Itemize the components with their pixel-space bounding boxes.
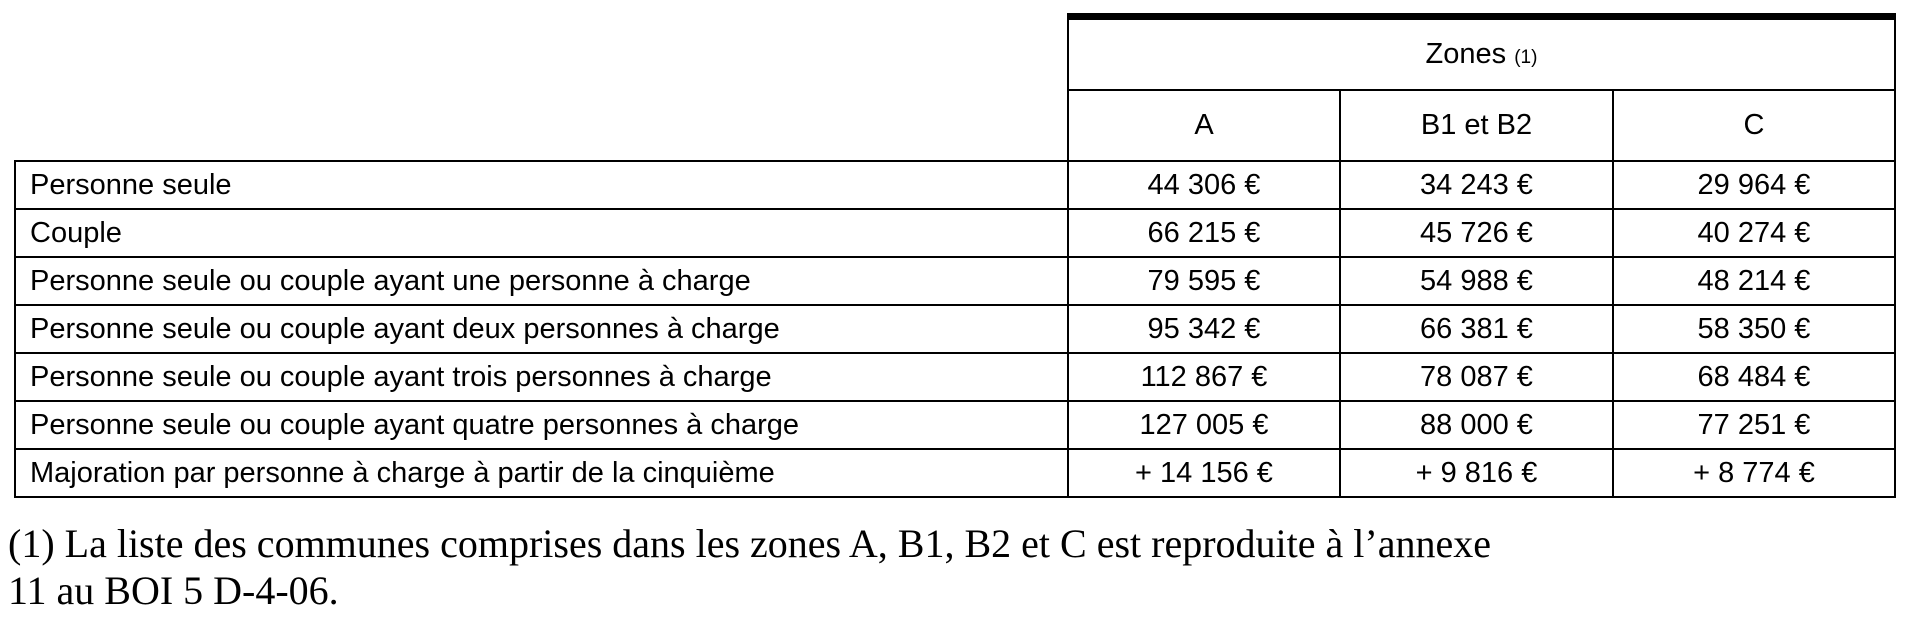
zone-header-a: A [1068, 90, 1340, 161]
table-row [15, 305, 1895, 353]
value-zone-c: 58 350 € [1613, 305, 1895, 353]
table-row [15, 449, 1895, 497]
table-row [15, 209, 1895, 257]
zones-footnote-ref: (1) [1514, 47, 1538, 68]
zones-group-title: Zones [1425, 38, 1507, 70]
value-zone-a: 95 342 € [1068, 305, 1340, 353]
value-zone-c: 77 251 € [1613, 401, 1895, 449]
value-zone-b1-b2: 54 988 € [1340, 257, 1613, 305]
row-label: Personne seule ou couple ayant trois personnes à charge [15, 353, 1068, 401]
value-zone-a: 79 595 € [1068, 257, 1340, 305]
value-zone-c: 48 214 € [1613, 257, 1895, 305]
row-label: Personne seule ou couple ayant une personne à charge [15, 257, 1068, 305]
value-zone-b1-b2: 34 243 € [1340, 161, 1613, 209]
value-zone-a: 112 867 € [1068, 353, 1340, 401]
header-row-zones [15, 17, 1895, 91]
income-ceiling-table [14, 13, 1896, 498]
value-zone-b1-b2: 45 726 € [1340, 209, 1613, 257]
table-row [15, 257, 1895, 305]
zone-header-b1-b2: B1 et B2 [1340, 90, 1613, 161]
row-label: Personne seule ou couple ayant deux personnes à charge [15, 305, 1068, 353]
value-zone-c: 68 484 € [1613, 353, 1895, 401]
footnote-line-2: 11 au BOI 5 D-4-06. [8, 568, 339, 613]
value-zone-c: 40 274 € [1613, 209, 1895, 257]
value-zone-a: 66 215 € [1068, 209, 1340, 257]
value-zone-b1-b2: 78 087 € [1340, 353, 1613, 401]
value-zone-a: 44 306 € [1068, 161, 1340, 209]
value-zone-a: + 14 156 € [1068, 449, 1340, 497]
value-zone-b1-b2: 88 000 € [1340, 401, 1613, 449]
value-zone-c: + 8 774 € [1613, 449, 1895, 497]
zones-group-header [1068, 17, 1895, 91]
table-row [15, 401, 1895, 449]
value-zone-b1-b2: + 9 816 € [1340, 449, 1613, 497]
table-body [15, 161, 1895, 497]
row-label: Couple [15, 209, 1068, 257]
zone-header-c: C [1613, 90, 1895, 161]
table-row [15, 161, 1895, 209]
footnote [8, 520, 1903, 614]
table-header [15, 17, 1895, 162]
value-zone-b1-b2: 66 381 € [1340, 305, 1613, 353]
value-zone-c: 29 964 € [1613, 161, 1895, 209]
row-label: Personne seule [15, 161, 1068, 209]
table-row [15, 353, 1895, 401]
row-label: Majoration par personne à charge à partir de la cinquième [15, 449, 1068, 497]
value-zone-a: 127 005 € [1068, 401, 1340, 449]
header-blank-cell [15, 17, 1068, 162]
footnote-line-1: (1) La liste des communes comprises dans les zones A, B1, B2 et C est reproduite à l’annexe [8, 521, 1491, 566]
row-label: Personne seule ou couple ayant quatre personnes à charge [15, 401, 1068, 449]
